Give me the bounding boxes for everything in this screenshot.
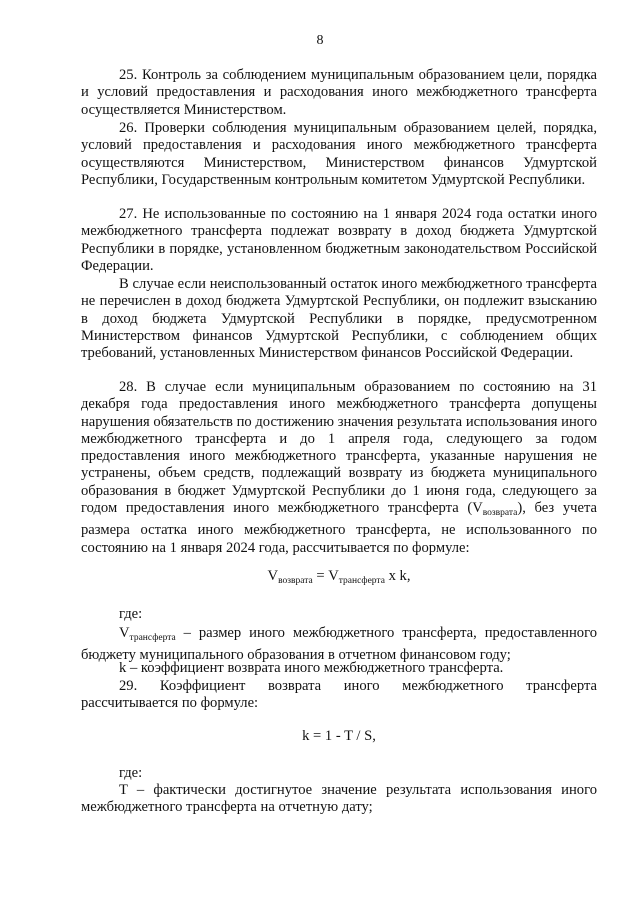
paragraph-29: 29. Коэффициент возврата иного межбюджетного трансферта рассчитывается по формуле: [81,678,597,712]
paragraph-27-return: В случае если неиспользованный остаток иного межбюджетного трансферта не перечислен в доход бюджета Удмуртской Республики, он подлежит взысканию в доход бюджета Удмуртской Республики в порядке, предусмотренном Министерством финансов Удмуртской Республики, с соблюдением общих требований, установленных Министерством финансов Российской Федерации. [81,276,597,362]
formula-return-volume: $V_{возврата} = V_{трансферта}$ x k, [267,568,411,586]
paragraph-25: 25. Контроль за соблюдением муниципальным образованием цели, порядка и условий предоставления и расходования иного межбюджетного трансферта осуществляется Министерством. [81,67,597,118]
text-where1 [81,606,597,623]
paragraph-27: 27. Не использованные по состоянию на 1 января 2024 года остатки иного межбюджетного трансферта подлежат возврату в доход бюджета Удмуртской Республики в порядке, установленном бюджетным законодательством Российской Федерации. [81,206,597,274]
definition-v-transfer: $V_{трансферта}$ – размер иного межбюджетного трансферта, предоставленного бюджету муниципального образования в отчетном финансовом году; [81,625,597,664]
paragraph-28-sub: возврата [482,508,518,519]
text-def-t [81,782,597,817]
page-number: 8 [316,33,324,48]
text-p26 [81,120,597,189]
text-p27 [81,206,597,275]
text-def-v [81,625,597,665]
definition-t: T – фактически достигнутое значение результата использования иного межбюджетного трансферта на отчетную дату; [81,782,597,816]
where-label-2: где: [119,765,143,781]
formula-2 [81,726,597,746]
paragraph-26: 26. Проверки соблюдения муниципальным образованием целей, порядка, условий предоставления и расходования иного межбюджетного трансферта осуществляются Министерством, Министерством финансов Удмуртской Республики, Государственным контрольным комитетом Удмуртской Республики. [81,120,597,188]
text-p29 [81,678,597,713]
formula-coefficient: k = 1 - T / S, [302,728,376,744]
text-p27b [81,276,597,362]
text-p28 [81,379,597,557]
paragraph-28 [81,379,597,557]
definition-k: k – коэффициент возврата иного межбюджетного трансферта. [119,660,504,676]
paragraph-28-part-a: 28. В случае если муниципальным образованием по состоянию на 31 декабря года предоставления иного межбюджетного трансферта допущены нарушения обязательств по достижению значения результата использования иного межбюджетного трансферта и до 1 апреля года, следующего за годом предоставления иного межбюджетного трансферта, указанные нарушения не устранены, объем средств, подлежащий возврату из бюджета муниципального образования в бюджет Удмуртской Республики до 1 июня года, следующего за годом предоставления иного межбюджетного трансферта (V [81,379,597,517]
formula-1 [81,566,597,591]
text-where2 [81,765,597,782]
paragraph-28-part-b: ), без учета размера остатка иного межбюджетного трансферта, не использованного по состоянию на 1 января 2024 года, рассчитывается по формуле: [81,500,598,556]
where-label-1: где: [119,606,143,622]
text-def-k [81,660,597,677]
text-p25 [81,67,597,119]
